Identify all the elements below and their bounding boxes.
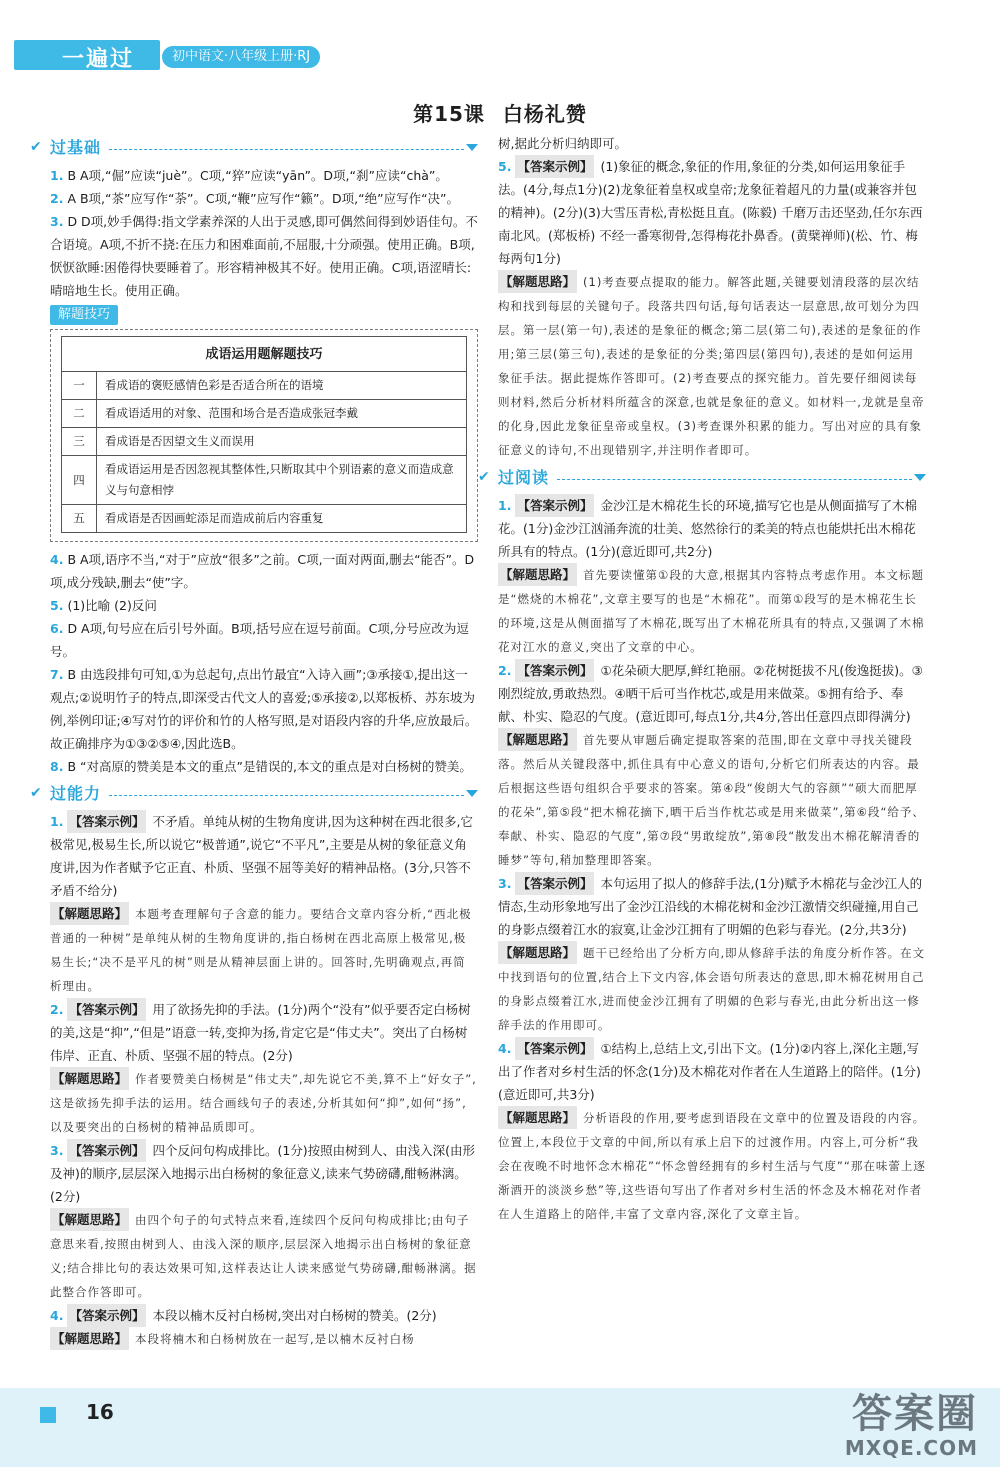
item-tag: 【解题思路】 — [498, 1106, 577, 1129]
item-number: 4. — [50, 552, 64, 567]
answer-item — [50, 810, 478, 902]
item-tag: 【解题思路】 — [50, 902, 129, 925]
item-tag: 【答案示例】 — [67, 998, 146, 1021]
answer-item — [50, 1304, 478, 1327]
tip-row-text: 看成语适用的对象、范围和场合是否造成张冠李戴 — [97, 400, 467, 428]
item-tag: 【答案示例】 — [515, 659, 594, 682]
item-text: 首先要从审题后确定提取答案的范围,即在文章中寻找关键段落。然后从关键段落中,抓住具有中心意义的语句,分析它们所表达的内容。最后根据这些语句组织合乎要求的答案。第④段“俊朗大气的容颜”“硕大而肥厚的花朵”,第⑤段“把木棉花摘下,晒干后当作枕芯或是用来做菜”,第⑥段“给予、奉献、朴实、隐忍的气度”,第⑦段“男敢绽放”,第⑧段“散发出木棉花解清香的睡梦”等句,稍加整理即答案。 — [498, 733, 925, 867]
item-number: 1. — [50, 814, 64, 829]
triangle-down-icon — [466, 790, 478, 797]
ability-list — [50, 810, 478, 1351]
item-text: 本题考查理解句子含意的能力。要结合文章内容分析,“西北极普通的一种树”是单纯从树的生物角度讲的,指白杨树在西北高原上极常见,极易生长;“决不是平凡的树”则是从精神层面上讲的。回答时,先明确观点,再简析理由。 — [50, 907, 472, 993]
item-tag: 【答案示例】 — [515, 494, 594, 517]
answer-item — [498, 563, 926, 659]
answer-item — [50, 164, 478, 187]
answer-item — [50, 1139, 478, 1208]
answer-item — [50, 187, 478, 210]
answer-item — [50, 548, 478, 594]
answer-item — [50, 1208, 478, 1304]
section-divider — [109, 149, 464, 150]
item-text: ①花朵硕大肥厚,鲜红艳丽。②花树挺拔不凡(俊逸挺拔)。③刚烈绽放,勇敢热烈。④晒干后可当作枕芯,或是用来做菜。⑤拥有给予、奉献、朴实、隐忍的气度。(意近即可,每点1分,共4分,答出任意四点即得满分) — [498, 663, 923, 724]
item-number: 2. — [50, 191, 64, 206]
tip-row — [62, 428, 467, 456]
right-list — [498, 132, 926, 462]
item-tag: 【解题思路】 — [498, 563, 577, 586]
item-number: 7. — [50, 667, 64, 682]
item-text: 由四个句子的句式特点来看,连续四个反问句构成排比;由句子意思来看,按照由树到人、由浅入深的顺序,层层深入地揭示出白杨树的象征意义;结合排比句的表达效果可知,这样表达让人读来感觉气势磅礴,酣畅淋漓。据此整合作答即可。 — [50, 1213, 477, 1299]
section-mark-icon: ✔ — [30, 784, 42, 801]
item-text: D D项,妙手偶得:指文学素养深的人出于灵感,即可偶然间得到妙语佳句。不合语境。A项,不折不挠:在压力和困难面前,不屈服,十分顽强。使用正确。B项,恹恹欲睡:困倦得快要睡着了。形容精神极其不好。使用正确。C项,语涩晴长:晴暗地生长。使用正确。 — [50, 214, 478, 298]
item-tag: 【解题思路】 — [498, 270, 577, 293]
section-ability-header — [30, 780, 478, 806]
page-number: 16 — [86, 1400, 114, 1424]
item-number: 8. — [50, 759, 64, 774]
item-number: 2. — [50, 1002, 64, 1017]
tip-row-number: 三 — [62, 428, 97, 456]
item-text: 四个反问句构成排比。(1分)按照由树到人、由浅入深(由形及神)的顺序,层层深入地揭示出白杨树的象征意义,读来气势磅礴,酣畅淋漓。(2分) — [50, 1143, 476, 1204]
item-number: 4. — [50, 1308, 64, 1323]
answer-item — [498, 155, 926, 270]
answer-item — [498, 872, 926, 941]
answer-item — [50, 617, 478, 663]
item-text: B 由选段排句可知,①为总起句,点出竹最宜“入诗入画”;③承接①,提出这一观点;②说明竹子的特点,即深受古代文人的喜爱;⑤承接②,以郑板桥、苏东坡为例,举例印证;④写对竹的评价和竹的人格写照,是对语段内容的升华,应放最后。故正确排序为①③②⑤④,因此选B。 — [50, 667, 478, 751]
item-text: B “对高原的赞美是本文的重点”是错误的,本文的重点是对白杨树的赞美。 — [67, 759, 472, 774]
tip-row — [62, 456, 467, 505]
item-number: 1. — [498, 498, 512, 513]
answer-item — [498, 941, 926, 1037]
item-number: 1. — [50, 168, 64, 183]
tip-row-number: 五 — [62, 505, 97, 533]
item-tag: 【答案示例】 — [67, 810, 146, 833]
item-text: (1)象征的概念,象征的作用,象征的分类,如何运用象征手法。(4分,每点1分)(2)龙象征着皇权或皇帝;龙象征着超凡的力量(或兼容并包的精神)。(2分)(3)大雪压青松,青松挺且直。(陈毅) 千磨万击还坚劲,任尔东西南北风。(郑板桥) 不经一番寒彻骨,怎得梅花扑鼻香。(黄檗禅师)(松、竹、梅每两句1分) — [498, 159, 923, 266]
tip-row — [62, 505, 467, 533]
answer-item — [498, 132, 926, 155]
item-number: 4. — [498, 1041, 512, 1056]
item-text: 本句运用了拟人的修辞手法,(1分)赋予木棉花与金沙江人的情态,生动形象地写出了金沙江沿线的木棉花树和金沙江激情交织碰撞,用自己的身影点缀着江水的寂寞,让金沙江拥有了明媚的色彩与春光。(2分,共3分) — [498, 876, 923, 937]
answer-item — [498, 1106, 926, 1226]
lesson-name: 白杨礼赞 — [502, 102, 587, 126]
item-text: 分析语段的作用,要考虑到语段在文章中的位置及语段的内容。位置上,本段位于文章的中间,所以有承上启下的过渡作用。内容上,可分析“我会在夜晚不时地怀念木棉花”“怀念曾经拥有的乡村生活与气度”“那在味蕾上逐渐酒开的淡淡乡愁”等,这些语句写出了作者对乡村生活的怀念及木棉花对作者在人生道路上的陪伴,丰富了文章内容,深化了文章主旨。 — [498, 1111, 926, 1221]
answer-item — [50, 1327, 478, 1351]
section-basic-header — [30, 134, 478, 160]
item-text: D A项,句号应在后引号外面。B项,括号应在逗号前面。C项,分号应改为逗号。 — [50, 621, 469, 659]
item-number: 2. — [498, 663, 512, 678]
lesson-title — [0, 98, 1000, 127]
item-tag: 【答案示例】 — [515, 155, 594, 178]
item-number: 5. — [498, 159, 512, 174]
answer-item — [50, 998, 478, 1067]
item-number: 3. — [498, 876, 512, 891]
item-tag: 【答案示例】 — [67, 1304, 146, 1327]
section-mark-icon: ✔ — [478, 468, 490, 485]
tip-row-text: 看成语运用是否因忽视其整体性,只断取其中个别语素的意义而造成意义与句意相悖 — [97, 456, 467, 505]
tip-table-title: 成语运用题解题技巧 — [62, 337, 467, 372]
item-text: 树,据此分析归纳即可。 — [498, 136, 627, 151]
item-text: 本段将楠木和白杨树放在一起写,是以楠木反衬白杨 — [135, 1332, 415, 1346]
answer-item — [498, 494, 926, 563]
tip-row-number: 二 — [62, 400, 97, 428]
item-text: 用了欲扬先抑的手法。(1分)两个“没有”似乎要否定白杨树的美,这是“抑”,“但是”语意一转,变抑为扬,肯定它是“伟丈夫”。突出了白杨树伟岸、正直、朴质、坚强不屈的特点。(2分) — [50, 1002, 471, 1063]
item-text: ①结构上,总结上文,引出下文。(1分)②内容上,深化主题,写出了作者对乡村生活的怀念(1分)及木棉花对作者在人生道路上的陪伴。(1分)(意近即可,共3分) — [498, 1041, 921, 1102]
answer-item — [50, 594, 478, 617]
tip-label: 解题技巧 — [50, 305, 118, 325]
tip-row-text: 看成语的褒贬感情色彩是否适合所在的语境 — [97, 372, 467, 400]
answer-item — [498, 270, 926, 462]
item-text: 金沙江是木棉花生长的环境,描写它也是从侧面描写了木棉花。(1分)金沙江汹涌奔流的壮美、悠然徐行的柔美的特点也能烘托出木棉花所具有的特点。(1分)(意近即可,共2分) — [498, 498, 917, 559]
item-number: 3. — [50, 1143, 64, 1158]
answer-item — [50, 902, 478, 998]
answer-item — [50, 210, 478, 302]
item-number: 3. — [50, 214, 64, 229]
item-text: A B项,“茶”应写作“荼”。C项,“鞭”应写作“籁”。D项,“绝”应写作“决”。 — [67, 191, 460, 206]
item-text: (1)比喻 (2)反问 — [67, 598, 157, 613]
section-title: 过阅读 — [498, 467, 550, 487]
answer-item — [50, 1067, 478, 1139]
right-column — [478, 132, 926, 1226]
page-marker-icon — [40, 1407, 56, 1423]
brand-name: 一遍过 — [62, 47, 135, 72]
left-column — [30, 132, 478, 1351]
section-title: 过基础 — [50, 137, 102, 157]
item-tag: 【解题思路】 — [50, 1208, 129, 1231]
tip-row — [62, 400, 467, 428]
tip-table — [61, 336, 467, 533]
section-divider — [109, 795, 464, 796]
watermark-title: 答案圈 — [852, 1391, 978, 1437]
item-number: 5. — [50, 598, 64, 613]
item-text: B A项,语序不当,“对于”应放“很多”之前。C项,一面对两面,删去“能否”。D项,成分残缺,删去“使”字。 — [50, 552, 475, 590]
section-divider — [557, 479, 912, 480]
item-tag: 【解题思路】 — [498, 941, 577, 964]
lesson-number: 第15课 — [413, 102, 485, 126]
answer-item — [498, 659, 926, 728]
item-tag: 【解题思路】 — [50, 1067, 129, 1090]
answer-item — [498, 1037, 926, 1106]
item-tag: 【答案示例】 — [515, 1037, 594, 1060]
tip-box — [50, 329, 478, 542]
item-number: 6. — [50, 621, 64, 636]
watermark-url: MXQE.COM — [844, 1436, 978, 1460]
item-text: 不矛盾。单纯从树的生物角度讲,因为这种树在西北很多,它极常见,极易生长,所以说它“极普通”,说它“不平凡”,主要是从树的象征意义角度讲,因为作者赋予它正直、朴质、坚强不屈等美好的精神品格。(3分,只答不矛盾不给分) — [50, 814, 473, 898]
tip-row-text: 看成语是否因画蛇添足而造成前后内容重复 — [97, 505, 467, 533]
reading-list — [498, 494, 926, 1226]
item-text: B A项,“倔”应读“juè”。C项,“猝”应读“yān”。D项,“刹”应读“chà”。 — [67, 168, 448, 183]
answer-item — [50, 755, 478, 778]
tip-row — [62, 372, 467, 400]
tip-row-text: 看成语是否因望文生义而误用 — [97, 428, 467, 456]
section-title: 过能力 — [50, 783, 102, 803]
section-reading-header — [478, 464, 926, 490]
item-tag: 【答案示例】 — [515, 872, 594, 895]
item-tag: 【答案示例】 — [67, 1139, 146, 1162]
basic-list — [50, 164, 478, 302]
tip-row-number: 一 — [62, 372, 97, 400]
answer-item — [50, 663, 478, 755]
item-text: 首先要读懂第①段的大意,根据其内容特点考虑作用。本文标题是“燃烧的木棉花”,文章主要写的也是“木棉花”。而第①段写的是木棉花生长的环境,这是从侧面描写了木棉花,既写出了木棉花所具有的特点,又强调了木棉花对江水的意义,突出了文章的中心。 — [498, 568, 925, 654]
tip-row-number: 四 — [62, 456, 97, 505]
watermark — [845, 1392, 978, 1460]
triangle-down-icon — [914, 474, 926, 481]
item-tag: 【解题思路】 — [50, 1327, 129, 1350]
section-mark-icon: ✔ — [30, 138, 42, 155]
book-tag: 初中语文·八年级上册·RJ — [162, 46, 320, 68]
brand-logo — [14, 40, 160, 70]
answer-item — [498, 728, 926, 872]
page-header — [0, 0, 1000, 92]
item-text: (1)考查要点提取的能力。解答此题,关键要划清段落的层次结构和找到每层的关键句子。段落共四句话,每句话表达一层意思,故可划分为四层。第一层(第一句),表述的是象征的概念;第二层(第二句),表述的是象征的作用;第三层(第三句),表述的是象征的分类;第四层(第四句),表述的是如何运用象征手法。据此提炼作答即可。(2)考查要点的探究能力。首先要仔细阅读每则材料,然后分析材料所蕴含的深意,也就是象征的意义。如材料一,龙就是皇帝的化身,因此龙象征皇帝或皇权。(3)考查课外积累的能力。写出对应的具有象征意义的诗句,不出现错别字,并注明作者即可。 — [498, 275, 925, 457]
item-text: 作者要赞美白杨树是“伟丈夫”,却先说它不美,算不上“好女子”,这是欲扬先抑手法的运用。结合画线句子的表述,分析其如何“抑”,如何“扬”,以及要突出的白杨树的精神品质即可。 — [50, 1072, 477, 1134]
basic-list-2 — [50, 548, 478, 778]
item-text: 题干已经给出了分析方向,即从修辞手法的角度分析作答。在文中找到语句的位置,结合上下文内容,体会语句所表达的意思,即木棉花树用自己的身影点缀着江水,进而使金沙江拥有了明媚的色彩与春光,由此分析出这一修辞手法的作用即可。 — [498, 946, 926, 1032]
item-text: 本段以楠木反衬白杨树,突出对白杨树的赞美。(2分) — [152, 1308, 437, 1323]
triangle-down-icon — [466, 144, 478, 151]
item-tag: 【解题思路】 — [498, 728, 577, 751]
